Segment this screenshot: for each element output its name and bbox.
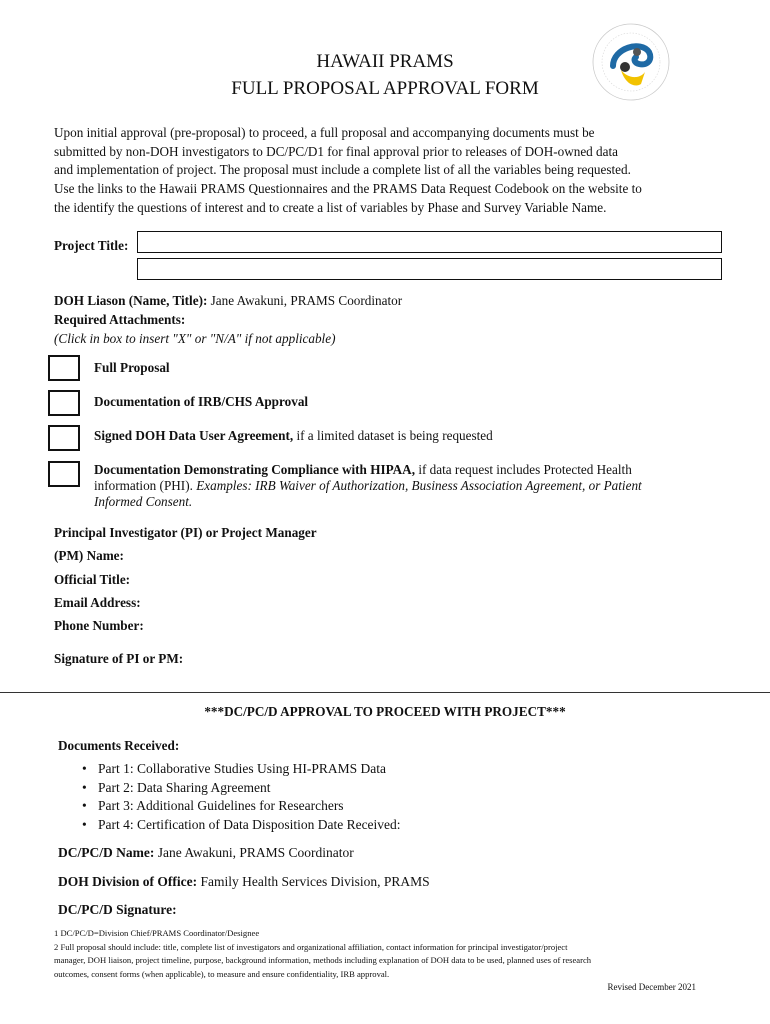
attachment-item-examples: Informed Consent.	[94, 494, 193, 509]
pi-name-label: (PM) Name:	[54, 548, 124, 563]
intro-paragraph	[54, 124, 734, 218]
doh-division-label: DOH Division of Office:	[58, 874, 198, 889]
footnote-2-line1: 2 Full proposal should include: title, complete list of investigators and organizational affiliation, contact information for principal investigator/project	[54, 941, 568, 952]
pi-heading: Principal Investigator (PI) or Project Manager	[54, 525, 317, 540]
attachment-item-note: information (PHI).	[94, 478, 197, 493]
pi-official-title-label: Official Title:	[54, 572, 131, 587]
form-title-line1: HAWAII PRAMS	[316, 51, 454, 72]
doh-liaison-value: Jane Awakuni, PRAMS Coordinator	[207, 293, 403, 308]
doh-division-row	[58, 873, 430, 891]
attachment-item-note: if a limited dataset is being requested	[293, 428, 493, 443]
pi-signature-label: Signature of PI or PM:	[54, 651, 184, 666]
section-divider	[0, 692, 770, 693]
attachment-item-note: if data request includes Protected Health	[415, 462, 632, 477]
footnote-2-line2: manager, DOH liaison, project timeline, purpose, background information, methods including explanation of DOH data to be used, planned uses of research	[54, 955, 592, 965]
pi-email-label: Email Address:	[54, 595, 141, 610]
footnotes	[54, 927, 744, 981]
footnote-2-line3: outcomes, consent forms (when applicable), to measure and ensure confidentiality, IRB approval.	[54, 968, 390, 979]
intro-line: Upon initial approval (pre-proposal) to proceed, a full proposal and accompanying documents must be	[54, 125, 595, 140]
documents-received-list	[78, 760, 718, 834]
attachments-instruction: (Click in box to insert "X" or "N/A" if not applicable)	[54, 331, 336, 346]
attachment-item-label: Full Proposal	[94, 360, 170, 375]
dcpcd-name-row	[58, 844, 354, 862]
footnote-1: 1 DC/PC/D=Division Chief/PRAMS Coordinator/Designee	[54, 928, 260, 938]
attachment-item	[94, 394, 734, 410]
project-title-input-line1[interactable]	[137, 231, 722, 253]
attachment-item	[94, 360, 734, 376]
list-item: • Part 2: Data Sharing Agreement	[78, 779, 718, 798]
intro-line: submitted by non-DOH investigators to DC/PC/D1 for final approval prior to releases of DOH-owned data	[54, 143, 619, 159]
revised-date: Revised December 2021	[607, 982, 696, 992]
attachment-checkbox-hipaa[interactable]	[48, 461, 80, 487]
intro-line: Use the links to the Hawaii PRAMS Questionnaires and the PRAMS Data Request Codebook on the website to	[54, 181, 642, 197]
doh-liaison-row	[54, 292, 402, 310]
intro-line: and implementation of project. The proposal must include a complete list of all the variables being requested.	[54, 162, 631, 178]
attachment-item	[94, 428, 734, 444]
list-item: • Part 3: Additional Guidelines for Researchers	[78, 797, 718, 816]
project-title-label: Project Title:	[54, 238, 129, 253]
doh-division-value: Family Health Services Division, PRAMS	[197, 874, 430, 889]
attachment-checkbox-irb-approval[interactable]	[48, 390, 80, 416]
attachment-item-label: Documentation Demonstrating Compliance with HIPAA,	[94, 462, 416, 477]
attachment-item-examples: Examples: IRB Waiver of Authorization, Business Association Agreement, or Patient	[196, 478, 642, 493]
form-title-line2: FULL PROPOSAL APPROVAL FORM	[231, 78, 539, 99]
dcpcd-name-value: Jane Awakuni, PRAMS Coordinator	[154, 845, 354, 860]
attachment-checkbox-data-user-agreement[interactable]	[48, 425, 80, 451]
list-item: • Part 1: Collaborative Studies Using HI-PRAMS Data	[78, 760, 718, 779]
approval-heading: ***DC/PC/D APPROVAL TO PROCEED WITH PROJECT***	[204, 704, 566, 719]
intro-line: the identify the questions of interest and to create a list of variables by Phase and Survey Variable Name.	[54, 199, 607, 215]
list-item: • Part 4: Certification of Data Disposition Date Received:	[78, 816, 718, 835]
attachment-item	[94, 462, 734, 510]
documents-received-label: Documents Received:	[58, 738, 180, 753]
project-title-input-line2[interactable]	[137, 258, 722, 280]
required-attachments-heading: Required Attachments:	[54, 312, 186, 327]
doh-liaison-label: DOH Liason (Name, Title):	[54, 293, 208, 308]
attachment-item-label: Documentation of IRB/CHS Approval	[94, 394, 309, 409]
dcpcd-signature-label: DC/PC/D Signature:	[58, 902, 177, 917]
dcpcd-name-label: DC/PC/D Name:	[58, 845, 155, 860]
hawaii-doh-seal-logo	[591, 22, 671, 102]
attachment-checkbox-full-proposal[interactable]	[48, 355, 80, 381]
pi-phone-label: Phone Number:	[54, 618, 144, 633]
attachment-item-label: Signed DOH Data User Agreement,	[94, 428, 294, 443]
